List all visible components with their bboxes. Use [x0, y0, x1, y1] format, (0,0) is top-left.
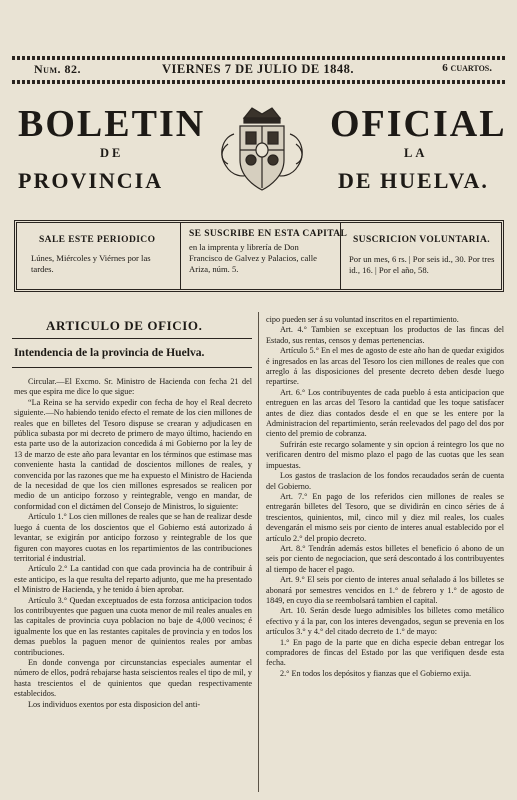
- paragraph: 1.° En pago de la parte que en dicha especie deban entregar los compradores de fincas del Estado por las que verifiquen desde esta fecha.: [266, 637, 504, 668]
- paragraph: Los gastos de traslacion de los fondos recaudados serán de cuenta del Gobierno.: [266, 471, 504, 491]
- info-prices-body: Por un mes, 6 rs. | Por seis id., 30. Por tres id., 16. | Por el año, 58.: [349, 254, 495, 275]
- title-oficial: OFICIAL: [330, 103, 507, 145]
- paragraph: Art. 6.° Los contribuyentes de cada pueblo á esta anticipacion que entreguen en las arcas del Tesoro la cantidad que les toque satisfacer antes de diez dias contados desde el en que se les entere por la Administracion del repartimiento, serán reelevados del pago del dos por ciento del premio de cobranza.: [266, 387, 504, 439]
- paragraph: Artículo 5.° En el mes de agosto de este año han de quedar exigidos é ingresados en las arcas del Tesoro los cien millones de reales que con arreglo á las disposiciones del presente decreto deben desde luego repartirse.: [266, 346, 504, 387]
- issue-number: Num. 82.: [34, 62, 81, 76]
- paragraph: Artículo 3.° Quedan exceptuados de esta forzosa anticipacion todos los contribuyentes que paguen una cuota menor de mil reales anuales en las capitales de provincia cuya poblacion no baje de 4,000 vecinos; é igualmente los que en las restantes capitales de provincia y en todos los demas pueblos la paguen menor de quinientos reales por ambas contribuciones.: [14, 595, 252, 657]
- section-title: ARTICULO DE OFICIO.: [46, 318, 203, 333]
- paragraph: Art. 8.° Tendrán además estos billetes el beneficio ó abono de un seis por ciento de negociacion, que será descontado á los contribuyentes al tiempo de hacer el pago.: [266, 543, 504, 574]
- info-subscription-heading: SE SUSCRIBE EN ESTA CAPITAL: [189, 229, 348, 239]
- paragraph: Art. 9.° El seis por ciento de interes anual señalado á los billetes se abonará por semestres vencidos en 1.° de febrero y 1.° de agosto de 1849, en cuyo dia se reembolsará tambien el capital.: [266, 575, 504, 605]
- paragraph: Art. 4.° Tambien se exceptuan los productos de las fincas del Estado, sus rentas, censos y demas pertenencias.: [266, 325, 504, 345]
- section-rule: [12, 338, 252, 339]
- info-publication: [17, 223, 181, 289]
- left-text-column: [14, 377, 252, 710]
- title-de: DE: [100, 146, 124, 160]
- masthead-bottom-rule: [12, 80, 506, 84]
- info-box: [14, 220, 504, 292]
- paragraph: Los individuos exentos por esta disposicion del anti-: [28, 699, 201, 709]
- masthead-top-rule: [12, 56, 506, 60]
- column-divider: [258, 312, 259, 792]
- issue-price: 6 cuartos.: [442, 62, 492, 74]
- info-subscription-place: [181, 223, 348, 289]
- issue-date: VIERNES 7 DE JULIO DE 1848.: [162, 62, 355, 76]
- paragraph: Art. 7.° En pago de los referidos cien millones de reales se entregarán billetes del Tesoro, que se dividirán en cinco séries de á trescientos, quinientos, mil, cinco mil y diez mil reales, los cuales devengarán el mismo seis por ciento de interes anual establecido por el artículo 2.° del propio decreto.: [266, 491, 504, 543]
- info-prices: [341, 223, 501, 289]
- paragraph: “La Reina se ha servido expedir con fecha de hoy el Real decreto siguiente.—No habiendo tenido efecto el remate de los cien millones de reales que en billetes del Tesoro dispuse se crearan y adjudicasen en pública subasta por mi decreto de primero de mayo último, haciendo en esta parte uso de la autorizacion concedida á mi Gobierno por la ley de 13 de marzo de este año para levantar en los términos que estimase mas conveniente hasta la cantidad de doscientos millones de reales, y convencida por las razones que me ha expuesto el Ministro de Hacienda de la necesidad de que los cien millones espresados se realicen por medio de un anticipo forzoso y reintegrable, vengo en mandar, de conformidad con el dictámen del Consejo de Ministros, lo siguiente:: [14, 397, 252, 511]
- info-publication-body: Lúnes, Miércoles y Viérnes por las tardes.: [31, 253, 151, 274]
- article-subtitle: Intendencia de la provincia de Huelva.: [14, 346, 205, 359]
- info-publication-heading: SALE ESTE PERIODICO: [39, 235, 156, 245]
- title-de-huelva: DE HUELVA.: [338, 168, 489, 193]
- info-prices-heading: SUSCRICION VOLUNTARIA.: [353, 235, 491, 245]
- paragraph: 2.° En todos los depósitos y fianzas que el Gobierno exija.: [280, 668, 472, 678]
- subtitle-rule: [12, 367, 252, 368]
- paragraph: Circular.—El Excmo. Sr. Ministro de Hacienda con fecha 21 del mes que espira me dice lo que sigue:: [14, 377, 252, 397]
- paragraph: Sufrirán este recargo solamente y sin opcion á reintegro los que no verificaren dentro del mismo plazo el pago de las cuotas que les sean impuestas.: [266, 439, 504, 470]
- paragraph: Artículo 2.° La cantidad con que cada provincia ha de contribuir á este anticipo, es la que resulta del reparto adjunto, que me ha presentado el Ministro de Hacienda, y he tenido á bien aprobar.: [14, 564, 252, 595]
- paragraph: cipo pueden ser á su voluntad inscritos en el repartimiento.: [266, 315, 459, 324]
- coat-of-arms-icon: [214, 104, 310, 196]
- paragraph: En donde convenga por circunstancias especiales aumentar el número de ellos, podrá rebajarse hasta seiscientos reales el tipo de mil, y hasta trescientos el de quinientos que quedan respectivamente establecidos.: [14, 657, 252, 699]
- title-la: LA: [404, 146, 428, 160]
- right-text-column: [266, 315, 504, 679]
- paragraph: Artículo 1.° Los cien millones de reales que se han de realizar desde luego á cuenta de los doscientos que el Gobierno está autorizado á levantar, se exigirán por anticipo forzoso y reintegrable de los que figuren con mayores cuotas en los repartimientos de las contribuciones territorial é industrial.: [14, 512, 252, 563]
- title-boletin: BOLETIN: [18, 103, 206, 145]
- dateline: [12, 62, 506, 78]
- info-subscription-body: en la imprenta y librería de Don Francisco de Galvez y Palacios, calle Ariza, núm. 5.: [189, 242, 317, 274]
- title-provincia: PROVINCIA: [18, 168, 164, 193]
- paragraph: Art. 10. Serán desde luego admisibles los billetes como metálico efectivo y á la par, con los interes devengados, segun se prevenia en los artículos 3.° y 4.° del citado decreto de 1.° de mayo:: [266, 606, 504, 637]
